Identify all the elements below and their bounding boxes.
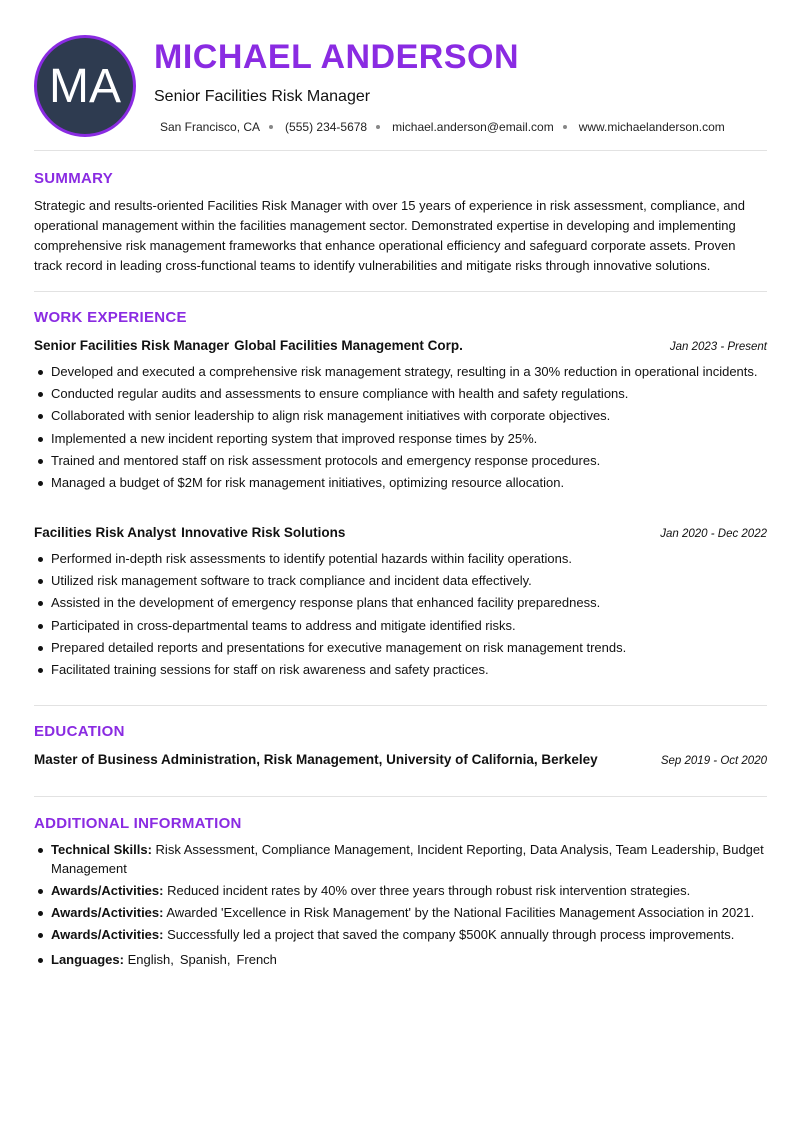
divider: [34, 291, 767, 292]
list-item: Performed in-depth risk assessments to identify potential hazards within facility operations.: [34, 550, 767, 569]
contact-email[interactable]: michael.anderson@email.com: [392, 120, 554, 134]
item-label: Technical Skills:: [51, 842, 152, 857]
languages-item: [34, 951, 767, 970]
list-item: Implemented a new incident reporting system that improved response times by 25%.: [34, 430, 767, 449]
job-role-company: [34, 338, 463, 353]
job-bullets: [34, 550, 767, 683]
contact-row: [160, 120, 725, 134]
education-dates: Sep 2019 - Oct 2020: [660, 755, 767, 767]
list-item: [34, 904, 767, 923]
divider: [34, 150, 767, 151]
separator-dot: [563, 125, 567, 129]
list-item: Conducted regular audits and assessments to ensure compliance with health and safety regulations.: [34, 385, 767, 404]
avatar-initials: MA: [49, 60, 121, 113]
job-dates: Jan 2020 - Dec 2022: [660, 528, 767, 540]
divider: [34, 705, 767, 706]
contact-website[interactable]: www.michaelanderson.com: [578, 120, 725, 134]
list-item: Collaborated with senior leadership to align risk management initiatives with corporate objectives.: [34, 407, 767, 426]
list-item: Utilized risk management software to track compliance and incident data effectively.: [34, 572, 767, 591]
job-company: Innovative Risk Solutions: [181, 525, 346, 540]
list-item: Assisted in the development of emergency response plans that enhanced facility preparedness.: [34, 594, 767, 613]
summary-heading: SUMMARY: [34, 170, 114, 187]
list-item: Participated in cross-departmental teams to address and mitigate identified risks.: [34, 617, 767, 636]
contact-phone: (555) 234-5678: [285, 120, 368, 134]
list-item: Developed and executed a comprehensive risk management strategy, resulting in a 30% reduction in operational incidents.: [34, 363, 767, 382]
language: English,: [127, 951, 174, 967]
language: Spanish,: [179, 951, 231, 967]
avatar: [34, 35, 136, 137]
contact-location: San Francisco, CA: [160, 120, 261, 134]
list-item: [34, 926, 767, 945]
list-item: [34, 882, 767, 901]
item-text: Awarded 'Excellence in Risk Management' by the National Facilities Management Association in 2021.: [166, 904, 755, 920]
job-header: [34, 525, 767, 540]
list-item: Managed a budget of $2M for risk management initiatives, optimizing resource allocation.: [34, 474, 767, 493]
divider: [34, 796, 767, 797]
item-text: Successfully led a project that saved the company $500K annually through process improvements.: [167, 927, 735, 943]
job-role: Senior Facilities Risk Manager: [34, 338, 230, 353]
item-label: Awards/Activities:: [51, 927, 164, 943]
additional-info-heading: ADDITIONAL INFORMATION: [34, 815, 242, 832]
job-role: Facilities Risk Analyst: [34, 525, 177, 540]
list-item: Trained and mentored staff on risk assessment protocols and emergency response procedures.: [34, 452, 767, 471]
item-label: Awards/Activities:: [51, 904, 164, 920]
separator-dot: [269, 125, 273, 129]
job-role-company: [34, 525, 345, 540]
item-label: Languages:: [51, 951, 124, 967]
list-item: Prepared detailed reports and presentations for executive management on risk management trends.: [34, 639, 767, 658]
item-label: Awards/Activities:: [51, 882, 164, 898]
work-experience-heading: WORK EXPERIENCE: [34, 309, 187, 326]
additional-info-list: [34, 841, 767, 973]
education-degree: Master of Business Administration, Risk Management, University of California, Berkeley: [34, 752, 598, 767]
summary-text: Strategic and results-oriented Facilities Risk Manager with over 15 years of experience in risk assessment, compliance, and operational management within the facilities management sector. Demonstrated expertise in developing and implementing comprehensive risk management frameworks that enhance operational efficiency and safeguard corporate assets. Proven track record in leading cross-functional teams to identify vulnerabilities and mitigate risks through innovative solutions.: [34, 198, 745, 273]
education-heading: EDUCATION: [34, 723, 125, 740]
item-text: Risk Assessment, Compliance Management, Incident Reporting, Data Analysis, Team Leadership, Budget Management: [51, 842, 764, 876]
job-bullets: [34, 363, 767, 496]
list-item: [34, 841, 767, 878]
language: French: [236, 951, 277, 967]
candidate-name: MICHAEL ANDERSON: [154, 38, 520, 76]
job-company: Global Facilities Management Corp.: [234, 338, 463, 353]
education-entry: [34, 752, 767, 767]
job-dates: Jan 2023 - Present: [669, 341, 767, 353]
item-text: Reduced incident rates by 40% over three years through robust risk intervention strategies.: [167, 882, 691, 898]
separator-dot: [376, 125, 380, 129]
job-header: [34, 338, 767, 353]
candidate-title: Senior Facilities Risk Manager: [154, 88, 371, 105]
list-item: Facilitated training sessions for staff on risk awareness and safety practices.: [34, 661, 767, 680]
